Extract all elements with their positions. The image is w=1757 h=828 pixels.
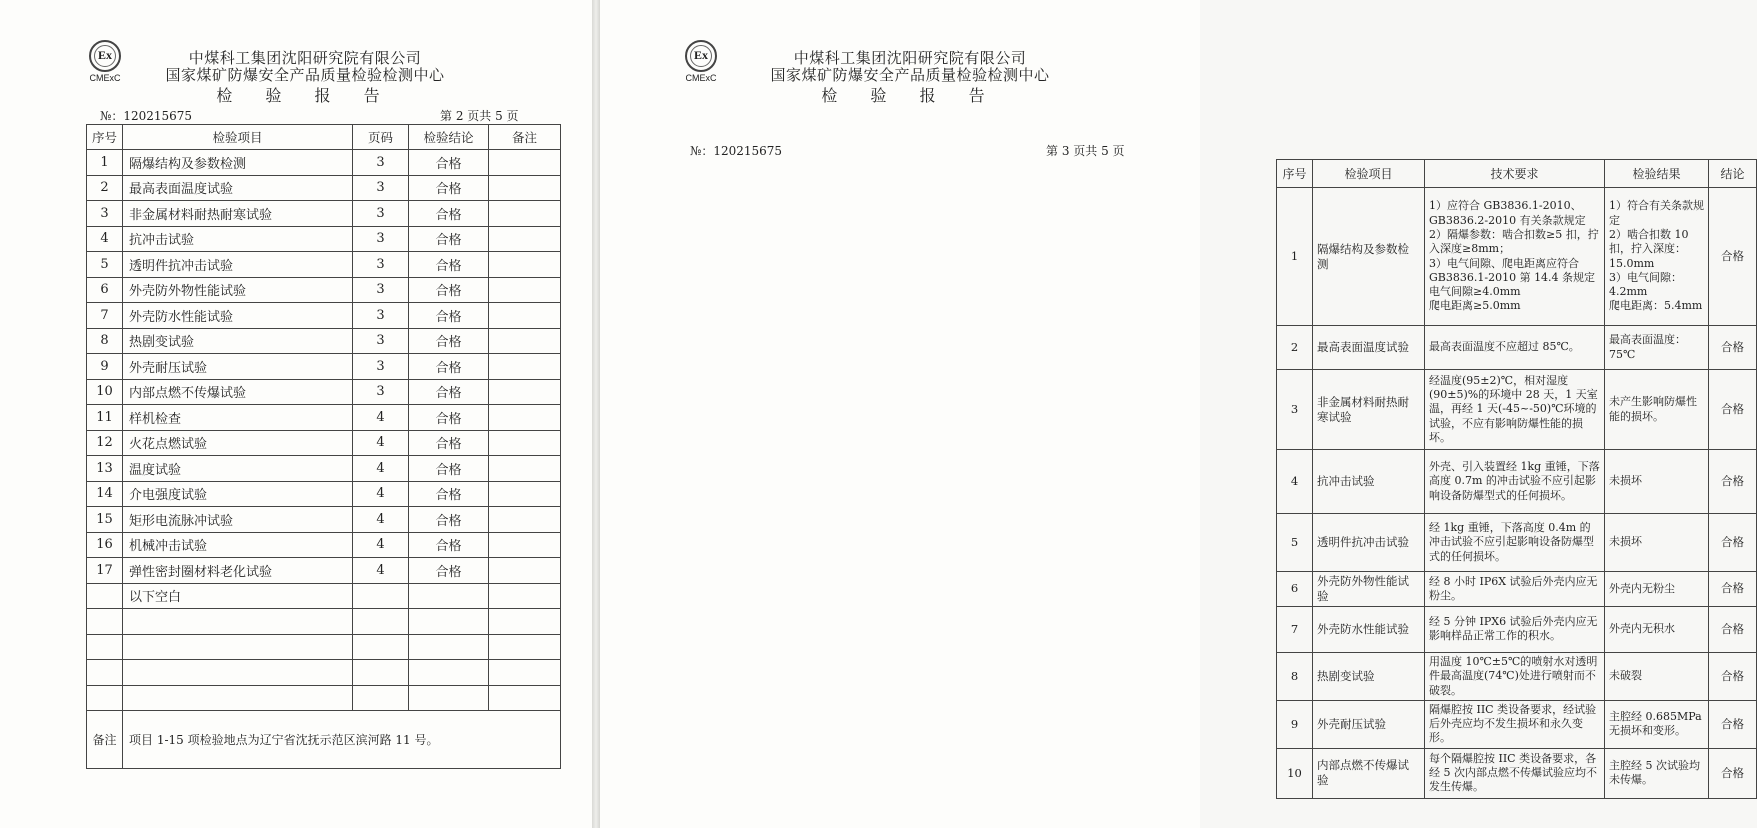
row-number: 8 — [1277, 652, 1313, 700]
row-result: 合格 — [409, 430, 489, 456]
center-name: 国家煤矿防爆安全产品质量检验检测中心 — [165, 66, 445, 85]
table-row — [1277, 572, 1757, 607]
row-note — [489, 634, 561, 660]
detail-table — [1276, 159, 1757, 799]
row-requirement: 经 5 分钟 IPX6 试验后外壳内应无影响样品正常工作的积水。 — [1425, 606, 1605, 652]
row-item — [123, 634, 353, 660]
row-result: 合格 — [409, 507, 489, 533]
row-requirement: 1）应符合 GB3836.1-2010、GB3836.2-2010 有关条款规定 2）隔爆参数：啮合扣数≥5 扣，拧入深度≥8mm； 3）电气间隙、爬电距离应符合 GB3836.1-2010 第 14.4 条规定 电气间隙≥4.0mm 爬电距离≥5.0mm — [1425, 188, 1605, 326]
row-item: 透明件抗冲击试验 — [1313, 514, 1425, 572]
table-row — [87, 354, 561, 380]
row-conclusion: 合格 — [1709, 652, 1757, 700]
report-title: 检 验 报 告 — [821, 85, 999, 105]
table-row — [87, 507, 561, 533]
row-note — [489, 354, 561, 380]
row-result: 合格 — [409, 277, 489, 303]
row-number: 11 — [87, 405, 123, 431]
row-result: 主腔经 5 次试验均未传爆。 — [1605, 748, 1709, 798]
row-number — [87, 609, 123, 635]
row-number: 7 — [1277, 606, 1313, 652]
row-page: 3 — [353, 201, 409, 227]
page-header — [140, 50, 470, 105]
row-number: 12 — [87, 430, 123, 456]
table-row — [87, 583, 561, 609]
cmexc-logo — [82, 40, 128, 92]
table-row — [87, 532, 561, 558]
row-page — [353, 685, 409, 711]
row-conclusion: 合格 — [1709, 572, 1757, 607]
org-name: 中煤科工集团沈阳研究院有限公司 — [793, 49, 1027, 67]
table-row — [1277, 748, 1757, 798]
table-row — [87, 226, 561, 252]
row-number — [87, 685, 123, 711]
row-item: 外壳防水性能试验 — [1313, 606, 1425, 652]
table-row — [1277, 700, 1757, 748]
row-number: 9 — [1277, 700, 1313, 748]
row-page: 3 — [353, 303, 409, 329]
page-info: 第 2 页共 5 页 — [440, 109, 519, 123]
remark-text: 项目 1-15 项检验地点为辽宁省沈抚示范区滨河路 11 号。 — [123, 711, 561, 769]
row-conclusion: 合格 — [1709, 514, 1757, 572]
report-page-2 — [0, 0, 592, 828]
logo-caption: CMExC — [685, 73, 717, 83]
row-requirement: 外壳、引入装置经 1kg 重锤，下落高度 0.7m 的冲击试验不应引起影响设备防爆型式的任何损坏。 — [1425, 450, 1605, 514]
row-item — [123, 685, 353, 711]
row-page: 3 — [353, 354, 409, 380]
row-number: 7 — [87, 303, 123, 329]
row-result: 合格 — [409, 558, 489, 584]
row-number: 4 — [1277, 450, 1313, 514]
col-header-no: 序号 — [87, 125, 123, 150]
row-number — [87, 583, 123, 609]
table-row — [1277, 370, 1757, 450]
row-requirement: 经 1kg 重锤，下落高度 0.4m 的冲击试验不应引起影响设备防爆型式的任何损坏。 — [1425, 514, 1605, 572]
row-item: 矩形电流脉冲试验 — [123, 507, 353, 533]
row-requirement: 经温度(95±2)℃，相对湿度(90±5)%的环境中 28 天，1 天室温，再经 1 天(-45~-50)℃环境的试验，不应有影响防爆性能的损坏。 — [1425, 370, 1605, 450]
row-number: 2 — [1277, 326, 1313, 370]
remark-label: 备注 — [87, 711, 123, 769]
row-page: 4 — [353, 507, 409, 533]
row-number: 17 — [87, 558, 123, 584]
table-row — [87, 252, 561, 278]
row-page — [353, 583, 409, 609]
row-note — [489, 328, 561, 354]
row-number: 5 — [87, 252, 123, 278]
row-result: 外壳内无积水 — [1605, 606, 1709, 652]
row-result: 合格 — [409, 532, 489, 558]
row-page: 3 — [353, 175, 409, 201]
row-conclusion: 合格 — [1709, 326, 1757, 370]
cmexc-logo — [678, 40, 724, 92]
row-item: 外壳防外物性能试验 — [123, 277, 353, 303]
row-item: 透明件抗冲击试验 — [123, 252, 353, 278]
row-result: 合格 — [409, 379, 489, 405]
table-row — [87, 379, 561, 405]
table-header-row — [87, 125, 561, 150]
row-item: 外壳防外物性能试验 — [1313, 572, 1425, 607]
row-note — [489, 558, 561, 584]
row-number — [87, 634, 123, 660]
row-number: 10 — [87, 379, 123, 405]
row-item: 弹性密封圈材料老化试验 — [123, 558, 353, 584]
row-page — [353, 634, 409, 660]
row-note — [489, 277, 561, 303]
table-row — [87, 277, 561, 303]
center-name: 国家煤矿防爆安全产品质量检验检测中心 — [770, 66, 1050, 85]
row-result: 合格 — [409, 328, 489, 354]
row-page: 4 — [353, 481, 409, 507]
row-number: 15 — [87, 507, 123, 533]
row-result: 未破裂 — [1605, 652, 1709, 700]
table-row — [87, 685, 561, 711]
row-item: 介电强度试验 — [123, 481, 353, 507]
row-page: 4 — [353, 430, 409, 456]
row-result: 未损坏 — [1605, 450, 1709, 514]
table-row — [87, 609, 561, 635]
row-result: 合格 — [409, 481, 489, 507]
row-item: 样机检查 — [123, 405, 353, 431]
row-result: 合格 — [409, 150, 489, 176]
row-number: 3 — [1277, 370, 1313, 450]
row-item: 温度试验 — [123, 456, 353, 482]
row-requirement: 经 8 小时 IP6X 试验后外壳内应无粉尘。 — [1425, 572, 1605, 607]
table-row — [87, 558, 561, 584]
row-note — [489, 201, 561, 227]
table-row — [1277, 652, 1757, 700]
row-number: 16 — [87, 532, 123, 558]
row-conclusion: 合格 — [1709, 748, 1757, 798]
row-result — [409, 660, 489, 686]
table-row — [1277, 326, 1757, 370]
row-number: 1 — [87, 150, 123, 176]
row-number: 10 — [1277, 748, 1313, 798]
col-header-result: 检验结论 — [409, 125, 489, 150]
row-note — [489, 379, 561, 405]
row-item: 外壳耐压试验 — [1313, 700, 1425, 748]
table-row — [87, 328, 561, 354]
row-number: 13 — [87, 456, 123, 482]
col-header-result: 检验结果 — [1605, 160, 1709, 188]
row-item: 外壳耐压试验 — [123, 354, 353, 380]
row-item: 内部点燃不传爆试验 — [123, 379, 353, 405]
row-note — [489, 507, 561, 533]
row-page: 3 — [353, 150, 409, 176]
table-row — [87, 634, 561, 660]
row-note — [489, 303, 561, 329]
row-page: 3 — [353, 328, 409, 354]
ex-seal-icon: Ex — [89, 40, 121, 72]
row-note — [489, 583, 561, 609]
summary-table — [86, 124, 561, 769]
row-note — [489, 405, 561, 431]
row-note — [489, 252, 561, 278]
report-title: 检 验 报 告 — [216, 85, 394, 105]
col-header-conclusion: 结论 — [1709, 160, 1757, 188]
col-header-requirement: 技术要求 — [1425, 160, 1605, 188]
row-conclusion: 合格 — [1709, 450, 1757, 514]
row-item: 非金属材料耐热耐寒试验 — [1313, 370, 1425, 450]
table-row — [87, 201, 561, 227]
row-requirement: 隔爆腔按 IIC 类设备要求，经试验后外壳应均不发生损坏和永久变形。 — [1425, 700, 1605, 748]
row-result — [409, 583, 489, 609]
row-item: 隔爆结构及参数检测 — [1313, 188, 1425, 326]
row-item: 最高表面温度试验 — [1313, 326, 1425, 370]
col-header-note: 备注 — [489, 125, 561, 150]
row-number: 1 — [1277, 188, 1313, 326]
row-page: 4 — [353, 405, 409, 431]
remark-row — [87, 711, 561, 769]
logo-caption: CMExC — [89, 73, 121, 83]
row-result: 合格 — [409, 226, 489, 252]
report-number: №：120215675 — [100, 109, 193, 123]
row-item: 外壳防水性能试验 — [123, 303, 353, 329]
row-item: 抗冲击试验 — [1313, 450, 1425, 514]
row-number: 6 — [87, 277, 123, 303]
row-number — [87, 660, 123, 686]
table-row — [87, 150, 561, 176]
row-conclusion: 合格 — [1709, 370, 1757, 450]
table-row — [87, 303, 561, 329]
row-result: 最高表面温度：75℃ — [1605, 326, 1709, 370]
table-row — [1277, 606, 1757, 652]
row-number: 2 — [87, 175, 123, 201]
table-row — [87, 175, 561, 201]
row-item: 热剧变试验 — [123, 328, 353, 354]
row-page — [353, 660, 409, 686]
col-header-no: 序号 — [1277, 160, 1313, 188]
row-note — [489, 532, 561, 558]
row-result: 未产生影响防爆性能的损坏。 — [1605, 370, 1709, 450]
row-result: 合格 — [409, 252, 489, 278]
row-item: 内部点燃不传爆试验 — [1313, 748, 1425, 798]
row-result: 合格 — [409, 405, 489, 431]
row-note — [489, 430, 561, 456]
page-gutter — [592, 0, 600, 828]
row-note — [489, 226, 561, 252]
row-page: 3 — [353, 226, 409, 252]
col-header-item: 检验项目 — [1313, 160, 1425, 188]
row-result — [409, 634, 489, 660]
row-item: 最高表面温度试验 — [123, 175, 353, 201]
row-item: 火花点燃试验 — [123, 430, 353, 456]
table-row — [1277, 188, 1757, 326]
row-note — [489, 481, 561, 507]
table-row — [87, 405, 561, 431]
row-result — [409, 685, 489, 711]
row-conclusion: 合格 — [1709, 188, 1757, 326]
ex-seal-icon: Ex — [685, 40, 717, 72]
table-header-row — [1277, 160, 1757, 188]
row-note — [489, 150, 561, 176]
row-page: 3 — [353, 277, 409, 303]
row-conclusion: 合格 — [1709, 606, 1757, 652]
row-requirement: 每个隔爆腔按 IIC 类设备要求，各经 5 次内部点燃不传爆试验应均不发生传爆。 — [1425, 748, 1605, 798]
col-header-page: 页码 — [353, 125, 409, 150]
report-page-3 — [600, 0, 1745, 828]
report-number: №：120215675 — [690, 144, 783, 158]
row-number: 14 — [87, 481, 123, 507]
table-row — [87, 456, 561, 482]
row-result: 合格 — [409, 201, 489, 227]
row-page — [353, 609, 409, 635]
row-number: 4 — [87, 226, 123, 252]
page-info: 第 3 页共 5 页 — [1046, 144, 1125, 158]
row-result: 合格 — [409, 354, 489, 380]
col-header-item: 检验项目 — [123, 125, 353, 150]
row-page: 3 — [353, 379, 409, 405]
row-result: 合格 — [409, 456, 489, 482]
row-page: 4 — [353, 532, 409, 558]
table-row — [87, 660, 561, 686]
row-result: 外壳内无粉尘 — [1605, 572, 1709, 607]
row-page: 4 — [353, 456, 409, 482]
row-number: 8 — [87, 328, 123, 354]
row-result: 主腔经 0.685MPa 无损坏和变形。 — [1605, 700, 1709, 748]
row-result — [409, 609, 489, 635]
row-requirement: 最高表面温度不应超过 85℃。 — [1425, 326, 1605, 370]
row-note — [489, 175, 561, 201]
row-result: 1）符合有关条款规定 2）啮合扣数 10 扣，拧入深度：15.0mm 3）电气间隙：4.2mm 爬电距离：5.4mm — [1605, 188, 1709, 326]
row-note — [489, 685, 561, 711]
row-item: 非金属材料耐热耐寒试验 — [123, 201, 353, 227]
table-row — [1277, 450, 1757, 514]
row-item — [123, 609, 353, 635]
org-name: 中煤科工集团沈阳研究院有限公司 — [188, 49, 422, 67]
row-item: 以下空白 — [123, 583, 353, 609]
row-requirement: 用温度 10℃±5℃的喷射水对透明件最高温度(74℃)处进行喷射而不破裂。 — [1425, 652, 1605, 700]
row-item — [123, 660, 353, 686]
table-row — [87, 481, 561, 507]
table-row — [87, 430, 561, 456]
table-row — [1277, 514, 1757, 572]
page-header — [740, 50, 1080, 105]
row-item: 抗冲击试验 — [123, 226, 353, 252]
row-number: 3 — [87, 201, 123, 227]
row-result: 未损坏 — [1605, 514, 1709, 572]
row-note — [489, 660, 561, 686]
row-conclusion: 合格 — [1709, 700, 1757, 748]
row-note — [489, 456, 561, 482]
row-number: 9 — [87, 354, 123, 380]
row-number: 5 — [1277, 514, 1313, 572]
row-item: 机械冲击试验 — [123, 532, 353, 558]
row-item: 隔爆结构及参数检测 — [123, 150, 353, 176]
row-result: 合格 — [409, 175, 489, 201]
row-page: 3 — [353, 252, 409, 278]
row-number: 6 — [1277, 572, 1313, 607]
row-result: 合格 — [409, 303, 489, 329]
row-item: 热剧变试验 — [1313, 652, 1425, 700]
row-note — [489, 609, 561, 635]
row-page: 4 — [353, 558, 409, 584]
